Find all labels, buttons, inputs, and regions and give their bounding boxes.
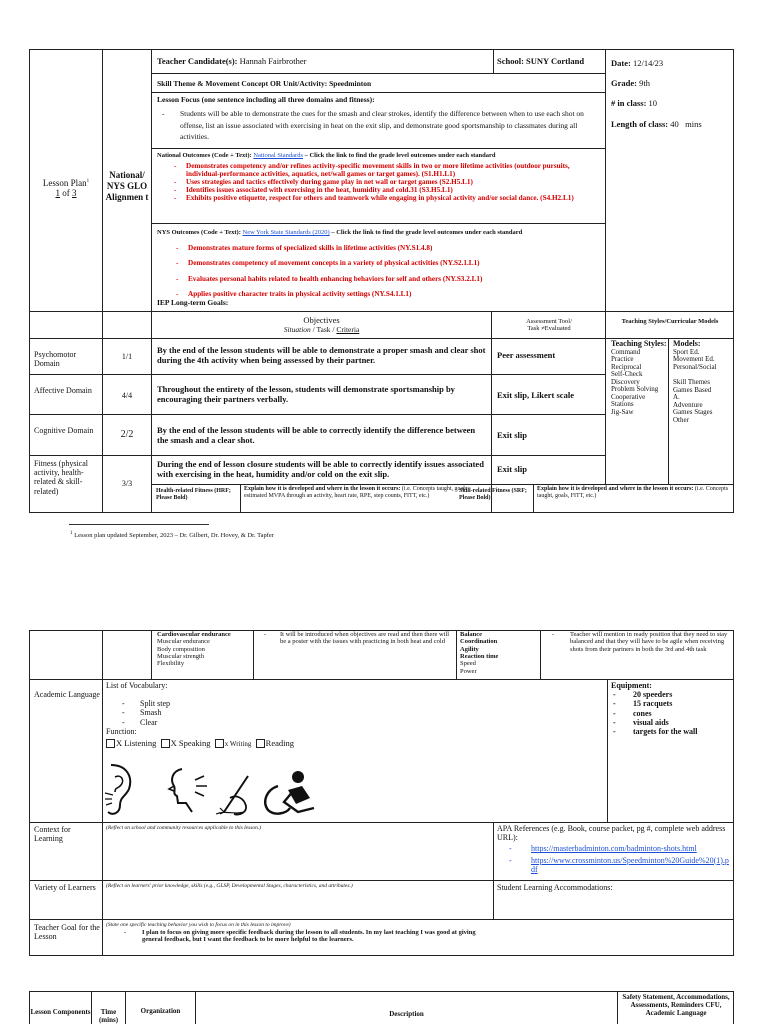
school-name: SUNY Cortland <box>526 56 585 66</box>
grade-value: 9th <box>639 78 650 89</box>
class-size-label: # in class: <box>611 98 647 109</box>
listening-checkbox[interactable] <box>106 739 115 748</box>
domain-name: Psychomotor Domain <box>34 350 77 369</box>
domain-objective: Throughout the entirety of the lesson, students will demonstrate sportsmanship by encouraging their partners verbally. <box>157 384 455 404</box>
variety-note: (Reflect on learners' prior knowledge, skills (e.g., GLSP, Developmental Stages, characteristics, and attributes.) <box>106 883 353 889</box>
domain-code: 3/3 <box>121 479 133 488</box>
national-outcome-item: - Identifies issues associated with exercising in the heat, humidity and cold.31 (S3.H5.L1) <box>172 186 602 194</box>
domain-code: 4/4 <box>121 391 133 400</box>
length-value: 40 <box>670 118 679 129</box>
national-outcome-item: - Exhibits positive etiquette, respect for others and teamwork while engaging in physical activity and/or social dance. (S4.H2.L1) <box>172 194 602 202</box>
class-size-value: 10 <box>648 98 658 109</box>
domain-assessment: Exit slip <box>497 430 527 440</box>
domain-assessment: Peer assessment <box>497 350 556 360</box>
date-label: Date: <box>611 58 631 68</box>
domain-assessment: Exit slip, Likert scale <box>497 390 574 400</box>
context-label: Context for Learning <box>34 825 71 844</box>
srf-items: Balance Coordination Agility Reaction time Speed Power <box>460 631 499 675</box>
col-organization: Organization <box>140 1007 181 1015</box>
skill-theme: Skill Theme & Movement Concept OR Unit/Activity: Speedminton <box>157 79 372 88</box>
reference-link[interactable]: - https://masterbadminton.com/badminton-shots.html <box>507 844 731 853</box>
domain-objective: By the end of the lesson students will be able to demonstrate a proper smash and clear shot during the 4th activity when being assessed by their partner. <box>157 345 486 365</box>
hrf-explain: Explain how it is developed and where in the lesson it occurs: (i.e. Concepts taught, goals, estimated MVPA through an activity, heart rate, RPE, step counts, FITT, etc.) <box>244 486 469 499</box>
domain-assessment: Exit slip <box>497 464 527 474</box>
candidate-label: Teacher Candidate(s): <box>157 56 238 66</box>
national-outcomes-list <box>172 162 602 202</box>
lesson-focus-text: - Students will be able to demonstrate the cues for the smash and clear strokes, identify the difference between when to use each shot on offense, list an issue associated with exercising in heat on the exit slip, and demonstrate good sportsmanship to classmates during all activities. <box>160 108 600 143</box>
domain-objective: During the end of lesson closure students will be able to correctly identify issues associated with exercising in the heat, humidity and/or cold on the exit slip. <box>157 459 484 479</box>
srf-explanation: - Teacher will mention in ready position that they need to stay balanced and that they will have to be agile when receiving shots from their partners in both the 3rd and 4th task <box>550 631 730 653</box>
school-cell <box>497 57 584 67</box>
writing-checkbox[interactable] <box>215 739 224 748</box>
context-note: (Reflect on school and community resources applicable to this lesson.) <box>106 825 262 831</box>
variety-label: Variety of Learners <box>34 883 96 892</box>
nys-standards-link[interactable]: New York State Standards (2020) <box>242 229 330 236</box>
lesson-plan-label: Lesson Plan$^1$ 1 of 3 <box>42 178 90 199</box>
domain-name: Affective Domain <box>34 386 92 395</box>
col-time: Time (mins) <box>98 1008 119 1024</box>
footnote: $^1$ Lesson plan updated September, 2023 – Dr. Gilbert, Dr. Hovey, & Dr. Tapfer <box>70 531 274 540</box>
accommodations-label: Student Learning Accommodations: <box>497 883 613 892</box>
reading-person-icon <box>258 768 320 818</box>
col-lesson-components: Lesson Components <box>30 1008 91 1016</box>
nys-outcome-item: - Demonstrates mature forms of specialized skills in lifetime activities (NY.S1.4.8) <box>174 244 602 252</box>
teaching-styles-header: Teaching Styles/Curricular Models <box>621 318 719 325</box>
lesson-focus-label: Lesson Focus (one sentence including all three domains and fitness): <box>157 95 375 104</box>
nys-outcome-item: - Applies positive character traits in physical activity settings (NY.S4.1.L1) <box>174 290 602 298</box>
apa-block: APA References (e.g. Book, course packet, pg #, complete web address URL): - https://masterbadminton.com/badminton-shots.html - https://www.crossminton.us/Speedminton%20Guide%20(1).pdf <box>497 824 731 874</box>
glo-alignment-label: National/ NYS GLO Alignmen t <box>105 170 149 202</box>
iep-label: IEP Long-term Goals: <box>157 298 229 307</box>
grade-label: Grade: <box>611 78 637 89</box>
srf-label: Skill-related Fitness (SRF; Please Bold) <box>459 488 527 501</box>
national-outcome-item: - Uses strategies and tactics effectively during game play in net wall or target games (S2.H5.L1) <box>172 178 602 186</box>
domain-code: 1/1 <box>121 352 133 361</box>
national-standards-link[interactable]: National Standards <box>253 152 303 159</box>
reading-checkbox[interactable] <box>256 739 265 748</box>
candidate-name: Hannah Fairbrother <box>239 56 307 66</box>
domain-name: Cognitive Domain <box>34 426 94 435</box>
national-outcomes-header: National Outcomes (Code + Text): National Standards – Click the link to find the grade level outcomes under each standard <box>157 152 496 159</box>
length-label: Length of class: <box>611 118 669 129</box>
teacher-goal-label: Teacher Goal for the Lesson <box>34 923 100 942</box>
speaking-icon <box>162 766 212 816</box>
footnote-rule <box>69 524 209 525</box>
col-safety: Safety Statement, Accommodations, Assessments, Reminders CFU, Academic Language <box>622 993 730 1018</box>
school-label: School: <box>497 56 524 66</box>
hrf-explanation: - It will be introduced when objectives are read and then there will be a poster with the issues with practicing in both heat and cold <box>262 631 452 646</box>
nys-outcome-item: - Evaluates personal habits related to health enhancing behaviors for self and others (NY.S3.2.L1) <box>174 275 602 283</box>
equipment-block: Equipment: - 20 speeders - 15 racquets - cones - visual aids - targets for the wall <box>611 681 731 736</box>
domain-code: 2/2 <box>120 429 134 440</box>
listening-ear-icon <box>103 763 138 818</box>
nys-outcomes-list <box>174 244 602 298</box>
nys-outcomes-header: NYS Outcomes (Code + Text): New York State Standards (2020) – Click the link to find the grade level outcomes under each standard <box>157 229 523 236</box>
speaking-checkbox[interactable] <box>161 739 170 748</box>
teaching-styles-list: Teaching Styles: Command Practice Reciprocal Self-Check Discovery Problem Solving Cooperative Stations Jig-Saw <box>611 339 667 416</box>
objectives-header: Objectives Situation / Task / Criteria <box>283 315 360 334</box>
length-unit: mins <box>685 118 702 129</box>
writing-hand-icon <box>214 768 258 818</box>
domain-objective: By the end of the lesson students will be able to correctly identify the difference between the smash and a clear shot. <box>157 425 476 445</box>
national-outcome-item: - Demonstrates competency and/or refines activity-specific movement skills in two or more lifetime activities (outdoor pursuits, individual-performance activities, aquatics, net/wall games or target games). (S1.H1.L1) <box>172 162 602 178</box>
hrf-items: Cardiovascular endurance Muscular endurance Body composition Muscular strength Flexibility <box>157 631 231 668</box>
domain-name: Fitness (physical activity, health-related & skill-related) <box>34 459 88 496</box>
candidate-cell <box>157 57 306 67</box>
academic-language-label: Academic Language <box>34 690 100 699</box>
col-description: Description <box>389 1010 424 1018</box>
teacher-goal-text: - I plan to focus on giving more specific feedback during the lesson to all students. In my last teaching I was good at giving general feedback, but I want the feedback to be more helpful to the learners. <box>122 929 477 944</box>
srf-explain: Explain how it is developed and where in the lesson it occurs: (i.e. Concepts taught, goals, FITT, etc.) <box>537 486 729 499</box>
class-info <box>611 58 731 129</box>
hrf-label: Health-related Fitness (HRF; Please Bold) <box>156 488 231 501</box>
assessment-header: Assessment Tool/ Task ≠Evaluated <box>526 318 572 333</box>
nys-outcome-item: - Demonstrates competency of movement concepts in a variety of physical activities (NY.S2.1.L1) <box>174 259 602 267</box>
teacher-goal-note: (State one specific teaching behavior you wish to focus on in this lesson to improve) <box>106 922 291 928</box>
vocabulary-block: List of Vocabulary: - Split step - Smash - Clear Function: X Listening X Speaking x Writing Reading <box>106 681 406 749</box>
date-value: 12/14/23 <box>632 58 664 68</box>
reference-link[interactable]: - https://www.crossminton.us/Speedminton%20Guide%20(1).pdf <box>507 856 731 874</box>
models-list: Models: Sport Ed. Movement Ed. Personal/Social Skill Themes Games Based A. Adventure Games Stages Other <box>673 339 717 424</box>
